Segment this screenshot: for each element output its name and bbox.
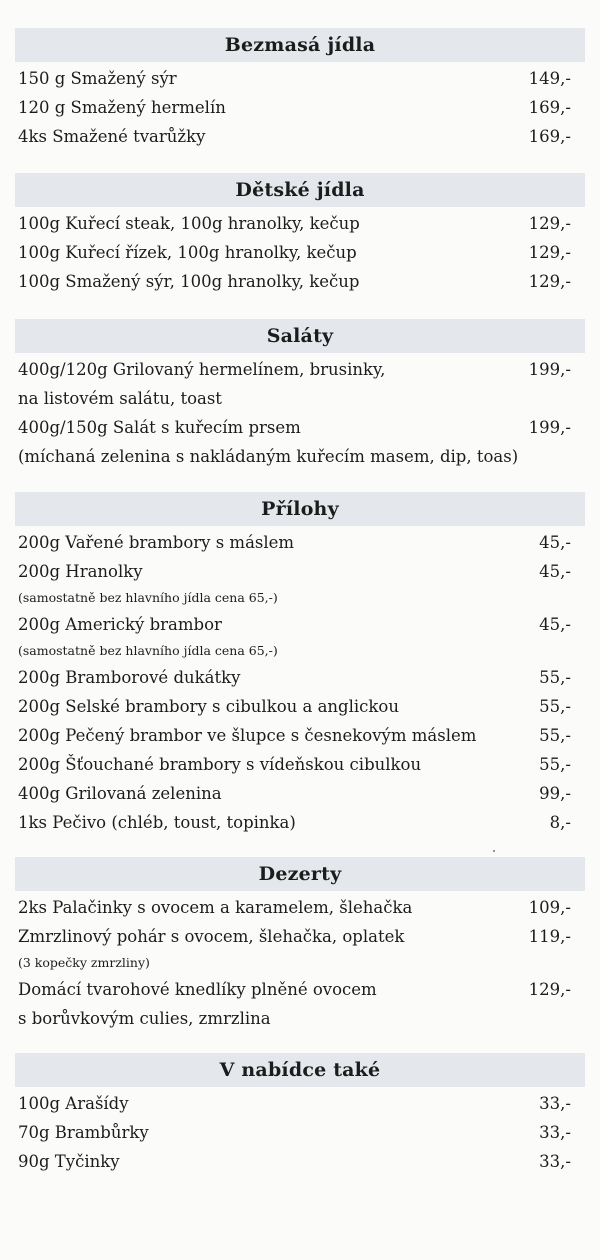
item-price: 129,- bbox=[528, 980, 571, 999]
print-speck bbox=[493, 850, 495, 852]
item-price: 45,- bbox=[539, 615, 571, 634]
section-title: Dezerty bbox=[15, 857, 585, 891]
section-title: Bezmasá jídla bbox=[15, 28, 585, 62]
item-price: 129,- bbox=[528, 272, 571, 291]
item-name: 200g Šťouchané brambory s vídeňskou cibulkou bbox=[18, 755, 422, 774]
item-name: 2ks Palačinky s ovocem a karamelem, šlehačka bbox=[18, 898, 413, 917]
item-price: 55,- bbox=[539, 755, 571, 774]
section-prilohy bbox=[15, 492, 585, 837]
item-name: 400g/120g Grilovaný hermelínem, brusinky, bbox=[18, 360, 386, 379]
menu-item bbox=[15, 1089, 585, 1118]
item-name: 200g Vařené brambory s máslem bbox=[18, 533, 295, 552]
item-description: na listovém salátu, toast bbox=[18, 389, 222, 408]
item-name: 100g Arašídy bbox=[18, 1094, 129, 1113]
item-price: 33,- bbox=[539, 1094, 571, 1113]
item-price: 109,- bbox=[528, 898, 571, 917]
section-v-nabidce-take bbox=[15, 1053, 585, 1176]
section-title: V nabídce také bbox=[15, 1053, 585, 1087]
item-name: 100g Kuřecí řízek, 100g hranolky, kečup bbox=[18, 243, 357, 262]
item-price: 129,- bbox=[528, 243, 571, 262]
item-price: 55,- bbox=[539, 668, 571, 687]
item-name: 200g Hranolky bbox=[18, 562, 143, 581]
item-name: 200g Selské brambory s cibulkou a anglickou bbox=[18, 697, 399, 716]
menu-item bbox=[15, 267, 585, 296]
item-name: 100g Kuřecí steak, 100g hranolky, kečup bbox=[18, 214, 360, 233]
item-price: 55,- bbox=[539, 697, 571, 716]
item-price: 199,- bbox=[528, 418, 571, 437]
item-name: 400g Grilovaná zelenina bbox=[18, 784, 222, 803]
menu-item bbox=[15, 1147, 585, 1176]
menu-item bbox=[15, 721, 585, 750]
menu-item bbox=[15, 238, 585, 267]
menu-item bbox=[15, 750, 585, 779]
section-dezerty bbox=[15, 857, 585, 1033]
menu-item bbox=[15, 413, 585, 442]
item-price: 199,- bbox=[528, 360, 571, 379]
menu-item bbox=[15, 692, 585, 721]
menu-item bbox=[15, 64, 585, 93]
menu-item bbox=[15, 663, 585, 692]
item-price: 33,- bbox=[539, 1123, 571, 1142]
item-name: 400g/150g Salát s kuřecím prsem bbox=[18, 418, 301, 437]
item-name: 200g Americký brambor bbox=[18, 615, 222, 634]
item-note: (samostatně bez hlavního jídla cena 65,-) bbox=[18, 643, 278, 658]
section-title: Saláty bbox=[15, 319, 585, 353]
section-title: Přílohy bbox=[15, 492, 585, 526]
item-price: 99,- bbox=[539, 784, 571, 803]
section-bezmasa-jidla bbox=[15, 28, 585, 151]
item-name: 150 g Smažený sýr bbox=[18, 69, 177, 88]
item-note: (samostatně bez hlavního jídla cena 65,-) bbox=[18, 590, 278, 605]
menu-item bbox=[15, 1118, 585, 1147]
section-title: Dětské jídla bbox=[15, 173, 585, 207]
item-price: 119,- bbox=[528, 927, 571, 946]
menu-item bbox=[15, 557, 585, 586]
item-price: 149,- bbox=[528, 69, 571, 88]
item-name: 70g Brambůrky bbox=[18, 1123, 149, 1142]
menu-item bbox=[15, 209, 585, 238]
menu-item bbox=[15, 975, 585, 1004]
item-price: 169,- bbox=[528, 98, 571, 117]
item-price: 129,- bbox=[528, 214, 571, 233]
item-price: 8,- bbox=[549, 813, 571, 832]
item-name: 4ks Smažené tvarůžky bbox=[18, 127, 206, 146]
menu-item bbox=[15, 528, 585, 557]
item-price: 169,- bbox=[528, 127, 571, 146]
item-name: Domácí tvarohové knedlíky plněné ovocem bbox=[18, 980, 377, 999]
item-price: 45,- bbox=[539, 533, 571, 552]
menu-item bbox=[15, 355, 585, 384]
section-detske-jidla bbox=[15, 173, 585, 296]
item-note: (3 kopečky zmrzliny) bbox=[18, 955, 150, 970]
item-name: 1ks Pečivo (chléb, toust, topinka) bbox=[18, 813, 296, 832]
menu-item bbox=[15, 779, 585, 808]
item-name: 100g Smažený sýr, 100g hranolky, kečup bbox=[18, 272, 360, 291]
item-description: s borůvkovým culies, zmrzlina bbox=[18, 1009, 271, 1028]
menu-item bbox=[15, 922, 585, 951]
item-name: 200g Bramborové dukátky bbox=[18, 668, 241, 687]
menu-item bbox=[15, 893, 585, 922]
menu-item bbox=[15, 122, 585, 151]
item-name: Zmrzlinový pohár s ovocem, šlehačka, oplatek bbox=[18, 927, 405, 946]
menu-item bbox=[15, 93, 585, 122]
item-price: 33,- bbox=[539, 1152, 571, 1171]
item-description: (míchaná zelenina s nakládaným kuřecím masem, dip, toas) bbox=[18, 447, 519, 466]
item-price: 55,- bbox=[539, 726, 571, 745]
section-salaty bbox=[15, 319, 585, 471]
item-name: 200g Pečený brambor ve šlupce s česnekovým máslem bbox=[18, 726, 477, 745]
item-name: 120 g Smažený hermelín bbox=[18, 98, 226, 117]
item-price: 45,- bbox=[539, 562, 571, 581]
menu-item bbox=[15, 808, 585, 837]
item-name: 90g Tyčinky bbox=[18, 1152, 120, 1171]
menu-item bbox=[15, 610, 585, 639]
